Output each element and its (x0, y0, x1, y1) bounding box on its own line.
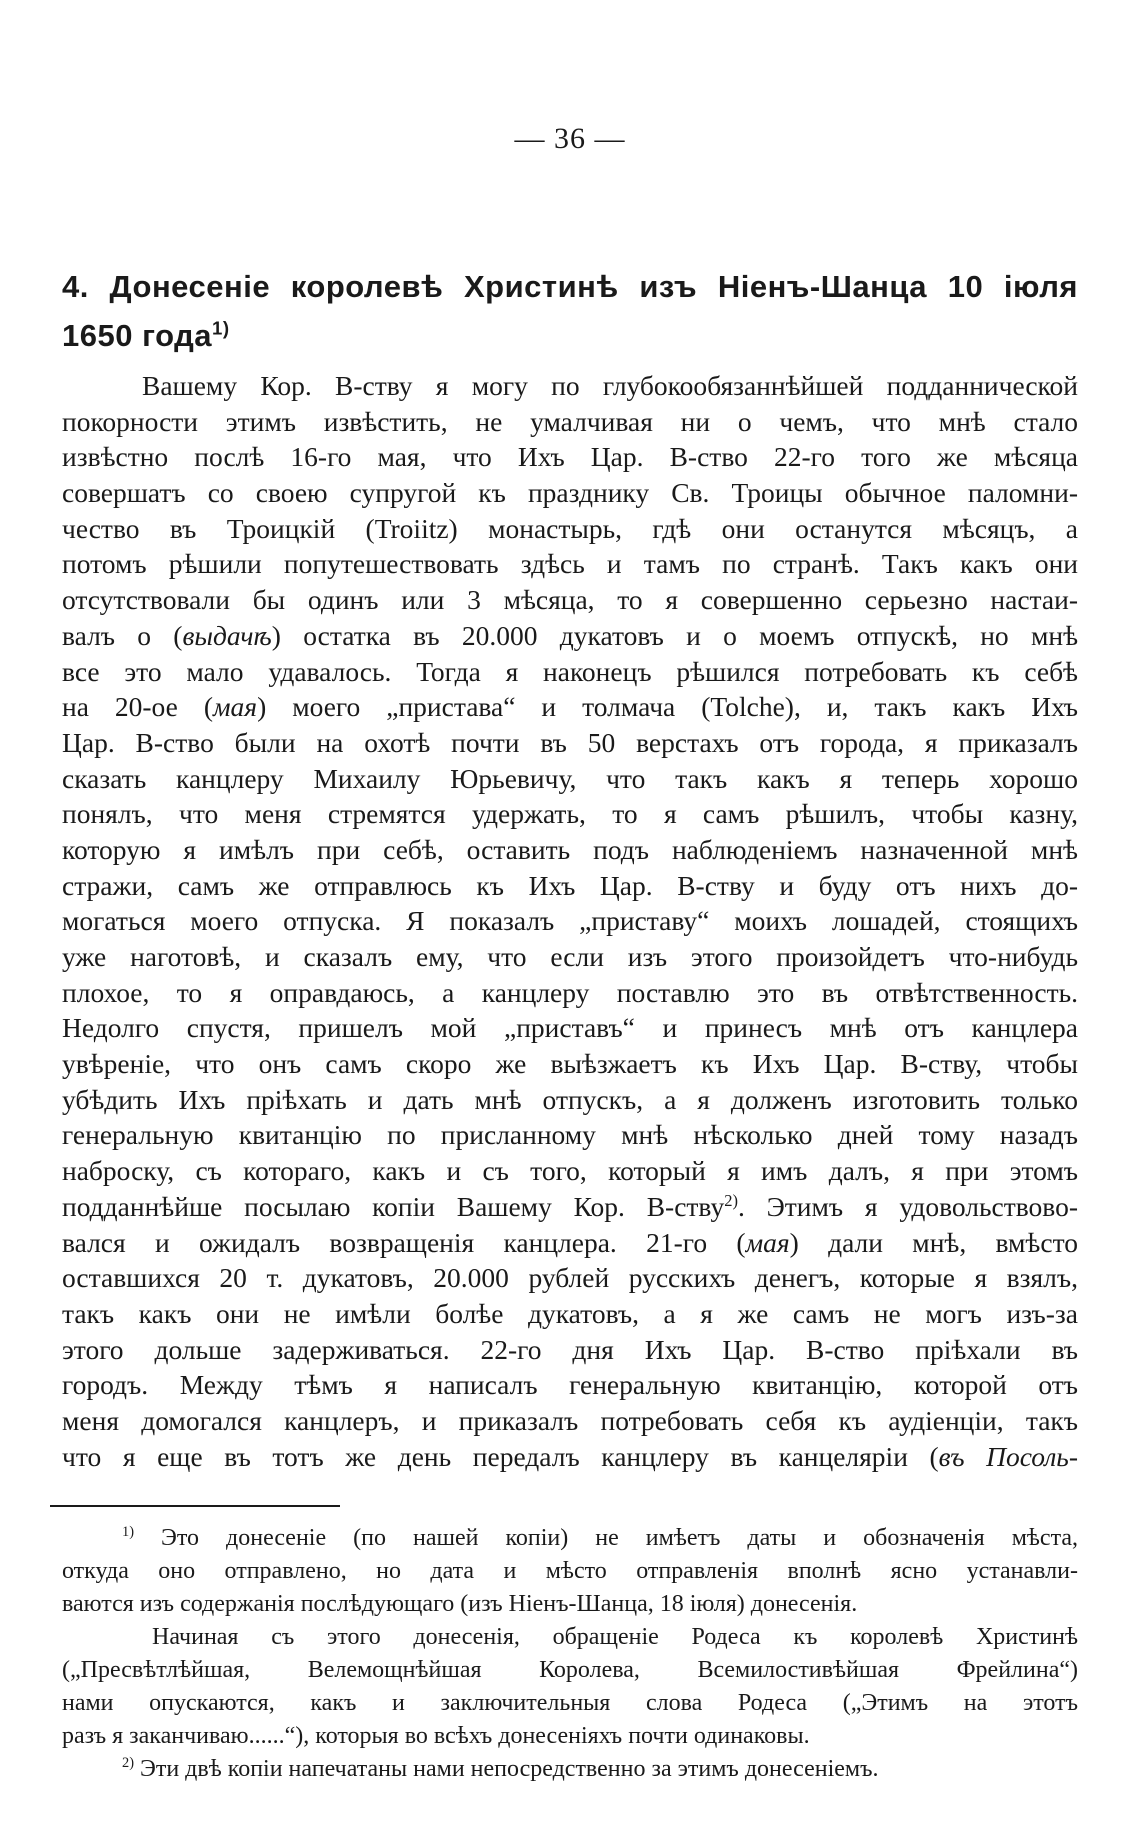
footnote-line: нами опускаются, какъ и заключительныя слова Родеса („Этимъ на этотъ (62, 1690, 1078, 1716)
body-line: оставшихся 20 т. дукатовъ, 20.000 рублей русскихъ денегъ, которые я взялъ, (62, 1262, 1078, 1294)
body-line: отсутствовали бы одинъ или 3 мѣсяца, то я совершенно серьезно настаи- (62, 584, 1078, 616)
footnotes (62, 1522, 1078, 1786)
body-text-run: вался и ожидалъ возвращенія канцлера. 21-го ( (62, 1226, 746, 1258)
body-line: могаться моего отпуска. Я показалъ „приставу“ моихъ лошадей, стоящихъ (62, 905, 1078, 937)
body-text (62, 368, 1078, 1474)
body-line (62, 689, 1078, 725)
body-line: все это мало удавалось. Тогда я наконецъ рѣшился потребовать къ себѣ (62, 655, 1078, 687)
body-line: наброску, съ котораго, какъ и съ того, который я имъ далъ, я при этомъ (62, 1155, 1078, 1187)
body-line (62, 618, 1078, 654)
body-line: извѣстно послѣ 16-го мая, что Ихъ Цар. В-ство 22-го того же мѣсяца (62, 441, 1078, 473)
body-line: городъ. Между тѣмъ я написалъ генеральную квитанцію, которой отъ (62, 1369, 1078, 1401)
heading-footnote-mark: 1) (212, 317, 230, 339)
italic-run: мая (213, 691, 258, 723)
body-line: сказать канцлеру Михаилу Юрьевичу, что такъ какъ я теперь хорошо (62, 762, 1078, 794)
body-text-run: что я еще въ тотъ же день передалъ канцлеру въ канцеляріи ( (62, 1440, 939, 1472)
body-line: увѣреніе, что онъ самъ скоро же выѣзжаетъ къ Ихъ Цар. В-ству, чтобы (62, 1048, 1078, 1080)
body-line (62, 1189, 1078, 1225)
body-text-run: подданнѣйше посылаю копіи Вашему Кор. В-ству (62, 1190, 725, 1222)
body-line: покорности этимъ извѣстить, не умалчивая ни о чемъ, что мнѣ стало (62, 405, 1078, 437)
page-number: — 36 — (514, 122, 626, 155)
body-line: понялъ, что меня стремятся удержать, то я самъ рѣшилъ, чтобы казну, (62, 798, 1078, 830)
body-line (62, 1225, 1078, 1261)
footnote-mark: 2) (122, 1755, 134, 1771)
body-text-run: валъ о ( (62, 619, 183, 651)
footnote-line (62, 1753, 1078, 1786)
footnote-line: Начиная съ этого донесенія, обращеніе Родеса къ королевѣ Христинѣ (152, 1624, 1078, 1650)
body-text-run: ) моего „пристава“ и толмача (Tolche), и, такъ какъ Ихъ (257, 691, 1079, 723)
footnote-line: ваются изъ содержанія послѣдующаго (изъ Ніенъ-Шанца, 18 іюля) донесенія. (62, 1591, 858, 1617)
body-line: Недолго спустя, пришелъ мой „приставъ“ и принесъ мнѣ отъ канцлера (62, 1012, 1078, 1044)
body-text-run: ) остатка въ 20.000 дукатовъ и о моемъ отпускѣ, но мнѣ (271, 619, 1078, 651)
italic-run: въ Посоль- (938, 1440, 1078, 1472)
body-line: убѣдить Ихъ пріѣхать и дать мнѣ отпускъ, а я долженъ изготовить только (62, 1083, 1078, 1115)
body-line: Вашему Кор. В-ству я могу по глубокообязаннѣйшей подданнической (142, 370, 1078, 401)
footnote-line (62, 1522, 1078, 1555)
footnote-line: откуда оно отправлено, но дата и мѣсто отправленія вполнѣ ясно устанавли- (62, 1558, 1078, 1584)
body-line: Цар. В-ство были на охотѣ почти въ 50 верстахъ отъ города, я приказалъ (62, 726, 1078, 758)
heading-line-2 (62, 311, 1078, 360)
body-text-run: ) дали мнѣ, вмѣсто (789, 1226, 1078, 1258)
document-heading (62, 262, 1078, 360)
body-line: потомъ рѣшили попутешествовать здѣсь и тамъ по странѣ. Такъ какъ они (62, 548, 1078, 580)
italic-run: выдачѣ (182, 619, 272, 651)
body-line: совершатъ со своею супругой къ празднику Св. Троицы обычное паломни- (62, 477, 1078, 509)
footnote-text-run: Эти двѣ копіи напечатаны нами непосредственно за этимъ донесеніемъ. (134, 1756, 879, 1782)
footnote-mark: 1) (122, 1524, 134, 1540)
heading-year: 1650 года (62, 318, 213, 353)
footnote-divider (50, 1505, 340, 1507)
body-line: уже наготовѣ, и сказалъ ему, что если изъ этого произойдетъ что-нибудь (62, 941, 1078, 972)
body-line: меня домогался канцлеръ, и приказалъ потребовать себя къ аудіенціи, такъ (62, 1404, 1078, 1436)
body-line: плохое, то я оправдаюсь, а канцлеру поставлю это въ отвѣтственность. (62, 976, 1078, 1008)
footnote-line: разъ я заканчиваю......“), которыя во всѣхъ донесеніяхъ почти одинаковы. (62, 1723, 810, 1749)
body-line: генеральную квитанцію по присланному мнѣ нѣсколько дней тому назадъ (62, 1119, 1078, 1151)
body-text-run: . Этимъ я удовольствово- (737, 1190, 1078, 1222)
body-line: стражи, самъ же отправлюсь къ Ихъ Цар. В-ству и буду отъ нихъ до- (62, 869, 1078, 901)
body-line: которую я имѣлъ при себѣ, оставить подъ наблюденіемъ назначенной мнѣ (62, 833, 1078, 865)
body-line: чество въ Троицкій (Troiitz) монастырь, гдѣ они останутся мѣсяцъ, а (62, 512, 1078, 544)
body-line: этого дольше задерживаться. 22-го дня Ихъ Цар. В-ство пріѣхали въ (62, 1333, 1078, 1365)
heading-line-1: 4. Донесеніе королевѣ Христинѣ изъ Ніенъ-Шанца 10 іюля (62, 269, 1078, 304)
italic-run: мая (745, 1226, 790, 1258)
footnote-mark: 2) (724, 1190, 738, 1210)
footnote-text-run: Это донесеніе (по нашей копіи) не имѣетъ даты и обозначенія мѣста, (134, 1525, 1078, 1551)
body-text-run: на 20-ое ( (62, 691, 213, 723)
body-line (62, 1439, 1078, 1475)
footnote-line: („Пресвѣтлѣйшая, Велемощнѣйшая Королева, Всемилостивѣйшая Фрейлина“) (62, 1657, 1078, 1683)
body-line: такъ какъ они не имѣли болѣе дукатовъ, а я же самъ не могъ изъ-за (62, 1297, 1078, 1329)
